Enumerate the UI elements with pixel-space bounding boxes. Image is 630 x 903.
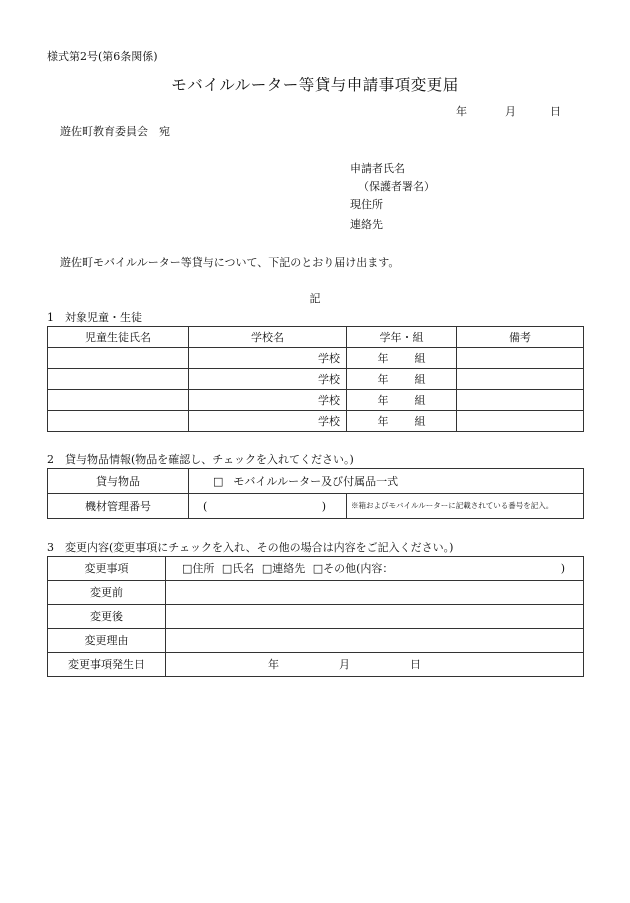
class-label: 組 <box>414 351 426 365</box>
change-reason-row <box>48 629 584 653</box>
intro-text: 遊佐町モバイルルーター等貸与について、下記のとおり届け出ます。 <box>60 256 400 269</box>
contact-label: 連絡先 <box>350 218 383 231</box>
date-year-label: 年 <box>456 105 467 118</box>
school-name-cell[interactable] <box>189 369 347 390</box>
loan-item-table <box>47 468 584 519</box>
grade-class-cell[interactable] <box>347 348 457 369</box>
option-other-close-paren: ) <box>560 562 565 575</box>
option-contact-checkbox[interactable]: □連絡先 <box>261 562 306 575</box>
change-reason-label: 変更理由 <box>48 629 166 653</box>
ki-label: 記 <box>309 292 321 305</box>
loan-item-value-cell <box>189 469 584 494</box>
school-name-cell[interactable] <box>189 411 347 432</box>
table-row <box>48 348 584 369</box>
school-name-cell[interactable] <box>189 348 347 369</box>
current-address-label: 現住所 <box>350 198 383 211</box>
remarks-cell[interactable] <box>457 369 584 390</box>
table-row <box>48 411 584 432</box>
class-label: 組 <box>414 414 426 428</box>
header-grade-class: 学年・組 <box>347 327 457 348</box>
header-school-name: 学校名 <box>189 327 347 348</box>
serial-number-row <box>48 494 584 519</box>
student-name-cell[interactable] <box>48 369 189 390</box>
change-date-label: 変更事項発生日 <box>48 653 166 677</box>
remarks-cell[interactable] <box>457 390 584 411</box>
serial-close-paren: ) <box>321 499 326 513</box>
change-reason-field[interactable] <box>166 629 584 653</box>
serial-number-label: 機材管理番号 <box>48 494 189 519</box>
document-title: モバイルルーター等貸与申請事項変更届 <box>171 76 459 94</box>
loan-item-value: モバイルルーター及び付属品一式 <box>233 474 399 488</box>
change-date-year: 年 <box>268 658 279 671</box>
change-date-day: 日 <box>410 658 421 671</box>
school-suffix: 学校 <box>318 414 340 428</box>
section1-heading: 1 対象児童・生徒 <box>47 311 142 324</box>
date-day-label: 日 <box>550 105 561 118</box>
loan-item-checkbox[interactable]: □ <box>213 474 224 488</box>
before-change-label: 変更前 <box>48 581 166 605</box>
target-students-table <box>47 326 584 432</box>
remarks-cell[interactable] <box>457 411 584 432</box>
option-address-checkbox[interactable]: □住所 <box>182 562 215 575</box>
serial-number-note: ※箱およびモバイルルーターに記載されている番号を記入。 <box>347 494 584 519</box>
date-month-label: 月 <box>505 105 516 118</box>
option-other-checkbox[interactable]: □その他(内容： <box>312 562 394 575</box>
option-name-checkbox[interactable]: □氏名 <box>221 562 255 575</box>
remarks-cell[interactable] <box>457 348 584 369</box>
addressee: 遊佐町教育委員会 宛 <box>60 125 170 138</box>
change-date-month: 月 <box>339 658 350 671</box>
section3-heading: 3 変更内容(変更事項にチェックを入れ、その他の場合は内容をご記入ください。) <box>47 541 454 554</box>
school-suffix: 学校 <box>318 351 340 365</box>
change-details-table <box>47 556 584 677</box>
loan-item-row <box>48 469 584 494</box>
class-label: 組 <box>414 393 426 407</box>
before-change-field[interactable] <box>166 581 584 605</box>
guardian-signature-label: （保護者署名） <box>358 180 435 193</box>
serial-number-field[interactable] <box>189 494 347 519</box>
table-row <box>48 390 584 411</box>
grade-class-cell[interactable] <box>347 369 457 390</box>
before-change-row <box>48 581 584 605</box>
after-change-field[interactable] <box>166 605 584 629</box>
change-options-cell <box>166 557 584 581</box>
grade-class-cell[interactable] <box>347 390 457 411</box>
after-change-label: 変更後 <box>48 605 166 629</box>
grade-label: 年 <box>377 414 389 428</box>
school-name-cell[interactable] <box>189 390 347 411</box>
header-remarks: 備考 <box>457 327 584 348</box>
table-row <box>48 369 584 390</box>
grade-label: 年 <box>377 372 389 386</box>
applicant-name-label: 申請者氏名 <box>350 162 405 175</box>
student-name-cell[interactable] <box>48 390 189 411</box>
form-number: 様式第2号(第6条関係) <box>47 50 158 63</box>
school-suffix: 学校 <box>318 393 340 407</box>
table-header-row <box>48 327 584 348</box>
change-item-label: 変更事項 <box>48 557 166 581</box>
change-date-row <box>48 653 584 677</box>
change-date-field[interactable] <box>166 653 584 677</box>
grade-label: 年 <box>377 393 389 407</box>
header-student-name: 児童生徒氏名 <box>48 327 189 348</box>
grade-class-cell[interactable] <box>347 411 457 432</box>
loan-item-label: 貸与物品 <box>48 469 189 494</box>
grade-label: 年 <box>377 351 389 365</box>
section2-heading: 2 貸与物品情報(物品を確認し、チェックを入れてください。) <box>47 453 354 466</box>
after-change-row <box>48 605 584 629</box>
school-suffix: 学校 <box>318 372 340 386</box>
serial-open-paren: ( <box>203 499 208 513</box>
student-name-cell[interactable] <box>48 348 189 369</box>
student-name-cell[interactable] <box>48 411 189 432</box>
change-item-row <box>48 557 584 581</box>
class-label: 組 <box>414 372 426 386</box>
